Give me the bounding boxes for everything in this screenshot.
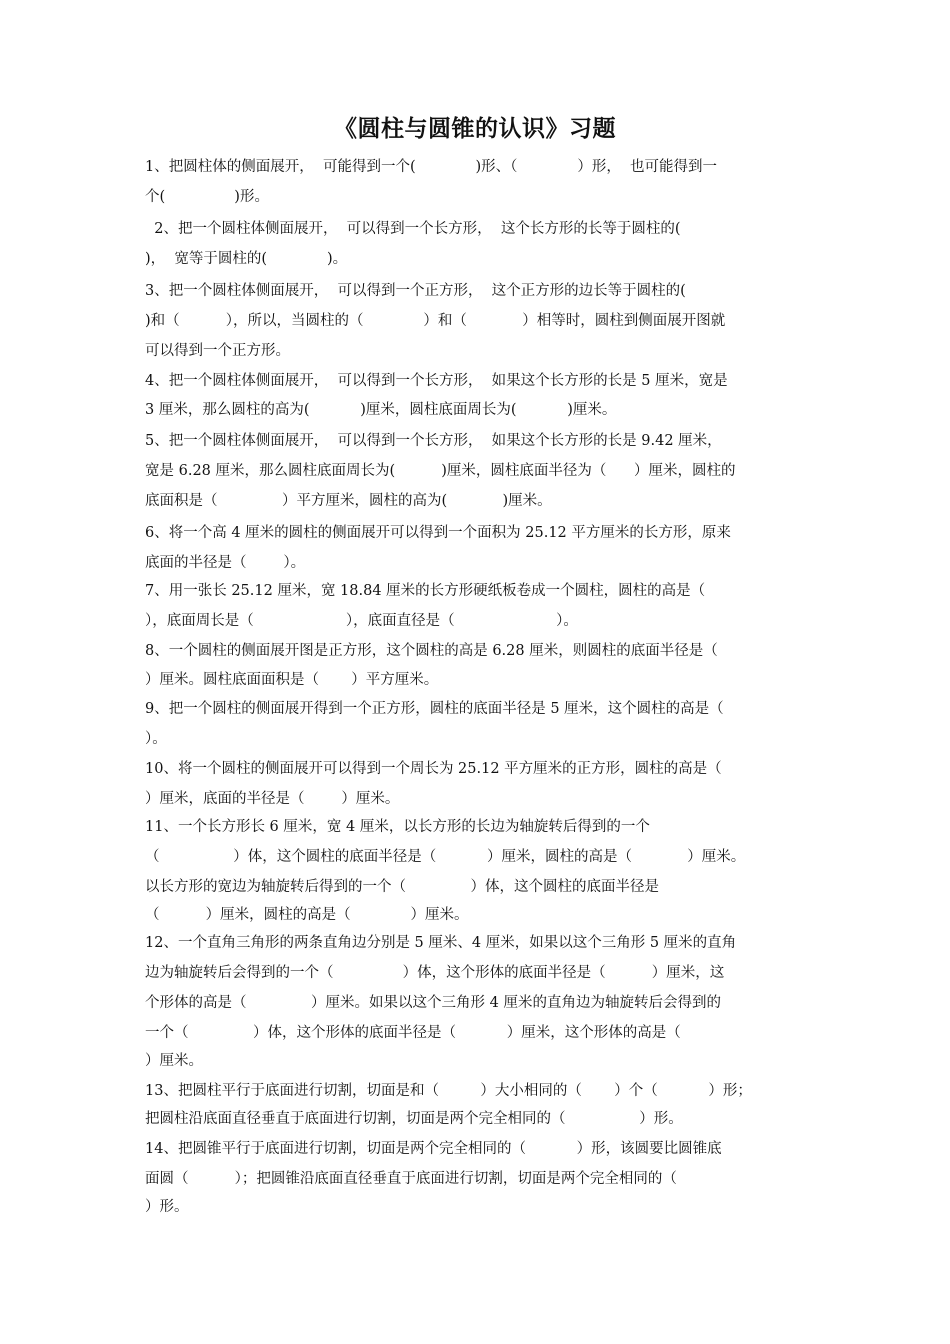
exercise-12-line-4: 一个（ ）体，这个形体的底面半径是（ ）厘米，这个形体的高是（ (145, 1025, 681, 1041)
exercise-1-line-1: 1、把圆柱体的侧面展开， 可能得到一个( )形、（ ）形， 也可能得到一 (145, 159, 718, 175)
exercise-12-line-3: 个形体的高是（ ）厘米。如果以这个三角形 4 厘米的直角边为轴旋转后会得到的 (145, 995, 721, 1011)
exercise-14-line-2: 面圆（ ）；把圆锥沿底面直径垂直于底面进行切割，切面是两个完全相同的（ (145, 1171, 677, 1187)
exercise-2-line-1: 2、把一个圆柱体侧面展开， 可以得到一个长方形， 这个长方形的长等于圆柱的( (145, 221, 681, 237)
exercise-12-line-2: 边为轴旋转后会得到的一个（ ）体，这个形体的底面半径是（ ）厘米，这 (145, 965, 725, 981)
exercise-9-line-1: 9、把一个圆柱的侧面展开得到一个正方形，圆柱的底面半径是 5 厘米，这个圆柱的高是（ (145, 701, 724, 717)
exercise-13-line-2: 把圆柱沿底面直径垂直于底面进行切割，切面是两个完全相同的（ ）形。 (145, 1111, 683, 1127)
exercise-13-line-1: 13、把圆柱平行于底面进行切割，切面是和（ ）大小相同的（ ）个（ ）形； (145, 1083, 752, 1099)
exercise-14-line-3: ）形。 (145, 1199, 189, 1215)
exercise-5-line-3: 底面积是（ ）平方厘米，圆柱的高为( )厘米。 (145, 493, 552, 509)
exercise-12-line-5: ）厘米。 (145, 1053, 203, 1069)
exercise-5-line-1: 5、把一个圆柱体侧面展开， 可以得到一个长方形， 如果这个长方形的长是 9.42 厘米， (145, 433, 722, 449)
exercise-11-line-3: 以长方形的宽边为轴旋转后得到的一个（ ）体，这个圆柱的底面半径是 (145, 879, 660, 895)
exercise-6-line-1: 6、将一个高 4 厘米的圆柱的侧面展开可以得到一个面积为 25.12 平方厘米的长方形，原来 (145, 525, 731, 541)
exercise-12-line-1: 12、一个直角三角形的两条直角边分别是 5 厘米、4 厘米，如果以这个三角形 5 厘米的直角 (145, 935, 737, 951)
exercise-10-line-1: 10、将一个圆柱的侧面展开可以得到一个周长为 25.12 平方厘米的正方形，圆柱的高是（ (145, 761, 722, 777)
page-title: 《圆柱与圆锥的认识》习题 (334, 116, 616, 142)
exercise-8-line-2: ）厘米。圆柱底面面积是（ ）平方厘米。 (145, 672, 439, 688)
exercise-3-line-2: )和（ ），所以，当圆柱的（ ）和（ ）相等时，圆柱到侧面展开图就 (145, 313, 726, 329)
exercise-10-line-2: ）厘米，底面的半径是（ ）厘米。 (145, 791, 400, 807)
exercise-4-line-2: 3 厘米，那么圆柱的高为( )厘米，圆柱底面周长为( )厘米。 (145, 402, 617, 418)
exercise-11-line-2: （ ）体，这个圆柱的底面半径是（ ）厘米，圆柱的高是（ ）厘米。 (145, 849, 746, 865)
exercise-11-line-1: 11、一个长方形长 6 厘米，宽 4 厘米，以长方形的长边为轴旋转后得到的一个 (145, 819, 650, 835)
exercise-2-line-2: )， 宽等于圆柱的( )。 (145, 251, 348, 267)
exercise-3-line-3: 可以得到一个正方形。 (145, 343, 290, 359)
exercise-6-line-2: 底面的半径是（ ）。 (145, 555, 306, 571)
exercise-7-line-2: ），底面周长是（ ），底面直径是（ ）。 (145, 613, 578, 629)
exercise-5-line-2: 宽是 6.28 厘米，那么圆柱底面周长为( )厘米，圆柱底面半径为（ ）厘米，圆柱的 (145, 463, 736, 479)
exercise-11-line-4: （ ）厘米，圆柱的高是（ ）厘米。 (145, 907, 469, 923)
exercise-3-line-1: 3、把一个圆柱体侧面展开， 可以得到一个正方形， 这个正方形的边长等于圆柱的( (145, 283, 686, 299)
exercise-14-line-1: 14、把圆锥平行于底面进行切割，切面是两个完全相同的（ ）形，该圆要比圆锥底 (145, 1141, 722, 1157)
exercise-1-line-2: 个( )形。 (145, 189, 269, 205)
exercise-9-line-2: ）。 (145, 731, 167, 747)
exercise-7-line-1: 7、用一张长 25.12 厘米，宽 18.84 厘米的长方形硬纸板卷成一个圆柱，圆柱的高是（ (145, 583, 706, 599)
exercise-4-line-1: 4、把一个圆柱体侧面展开， 可以得到一个长方形， 如果这个长方形的长是 5 厘米，宽是 (145, 373, 728, 389)
exercise-8-line-1: 8、一个圆柱的侧面展开图是正方形，这个圆柱的高是 6.28 厘米，则圆柱的底面半径是（ (145, 643, 718, 659)
